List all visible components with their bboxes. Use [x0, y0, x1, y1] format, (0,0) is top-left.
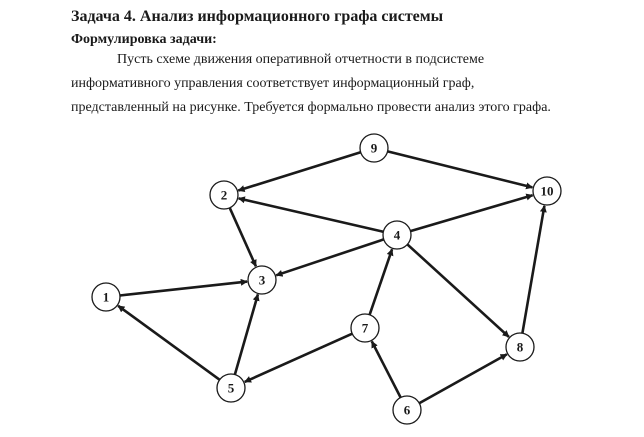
node-label: 2 — [220, 187, 228, 203]
graph-edges — [118, 151, 544, 403]
graph-node-6 — [393, 396, 421, 424]
description-line-2: информативного управления соответствует информационный граф, — [71, 76, 475, 91]
node-label: 7 — [361, 320, 369, 336]
edge-8-to-10 — [522, 206, 544, 333]
graph-node-5 — [217, 374, 245, 402]
graph-node-4 — [383, 221, 411, 249]
edge-5-to-3 — [235, 294, 258, 374]
edge-4-to-10 — [410, 195, 532, 231]
edge-9-to-10 — [388, 151, 533, 187]
edge-4-to-3 — [276, 239, 384, 275]
description-line-1: Пусть схеме движения оперативной отчетности в подсистеме — [117, 52, 485, 67]
edge-4-to-8 — [407, 244, 509, 337]
graph-node-10 — [533, 177, 561, 205]
graph-node-7 — [351, 314, 379, 342]
node-label: 5 — [227, 380, 235, 396]
graph-node-2 — [210, 181, 238, 209]
edge-1-to-3 — [120, 282, 247, 296]
edge-6-to-8 — [419, 354, 507, 403]
graph-node-9 — [360, 134, 388, 162]
description-line-3: представленный на рисунке. Требуется формально провести анализ этого графа. — [71, 100, 551, 115]
node-label: 1 — [102, 289, 110, 305]
graph-node-8 — [506, 333, 534, 361]
node-label: 8 — [516, 339, 524, 355]
graph-node-1 — [92, 283, 120, 311]
edge-2-to-3 — [230, 208, 256, 266]
graph-node-3 — [248, 266, 276, 294]
edge-6-to-7 — [372, 341, 401, 397]
edge-7-to-4 — [370, 249, 393, 315]
node-label: 6 — [403, 402, 411, 418]
edge-4-to-2 — [239, 198, 384, 231]
node-label: 4 — [393, 227, 401, 243]
task-subtitle: Формулировка задачи: — [71, 32, 217, 47]
node-label: 3 — [258, 272, 266, 288]
node-label: 10 — [540, 183, 554, 199]
node-label: 9 — [370, 140, 378, 156]
edge-7-to-5 — [245, 334, 353, 382]
edge-5-to-1 — [118, 306, 220, 380]
edge-9-to-2 — [238, 152, 360, 190]
task-title: Задача 4. Анализ информационного графа системы — [71, 8, 444, 25]
